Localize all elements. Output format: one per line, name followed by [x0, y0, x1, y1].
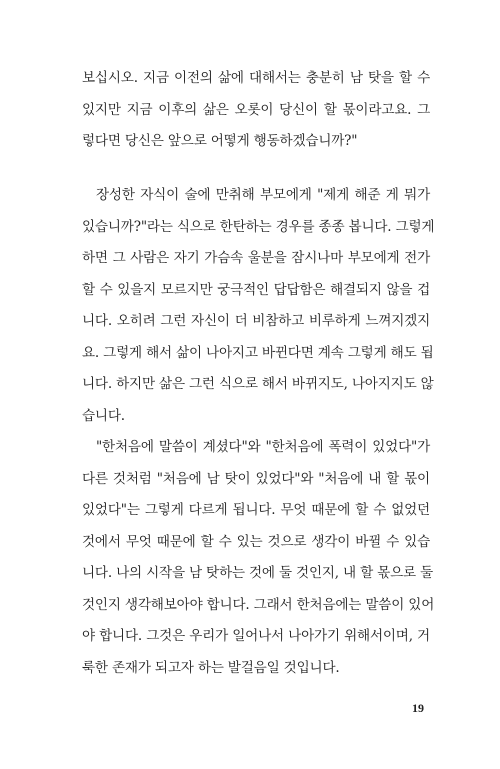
- text-line: 장성한 자식이 술에 만취해 부모에게 "제게 해준 게 뭐가: [96, 187, 430, 203]
- text-line: 야 합니다. 그것은 우리가 일어나서 나아가기 위해서이며, 거: [82, 628, 430, 644]
- paragraph: [82, 180, 435, 432]
- text-line: 것인지 생각해보아야 합니다. 그래서 한처음에는 말씀이 있어: [82, 596, 435, 613]
- text-line: 있지만 지금 이후의 삶은 오롯이 당신이 할 몫이라고요. 그: [82, 101, 430, 118]
- text-line: 있었다"는 그렇게 다르게 됩니다. 무엇 때문에 할 수 없었던: [82, 502, 430, 518]
- text-line: "한처음에 말씀이 계셨다"와 "한처음에 폭력이 있었다"가: [96, 439, 430, 455]
- text-line: 할 수 있을지 모르지만 궁극적인 답답함은 해결되지 않을 겁: [82, 281, 430, 298]
- text-line: 요. 그렇게 해서 삶이 나아지고 바뀐다면 계속 그렇게 해도 됩: [82, 344, 434, 361]
- text-line: 습니다.: [82, 407, 125, 424]
- text-line: 다른 것처럼 "처음에 남 탓이 있었다"와 "처음에 내 할 몫이: [82, 470, 430, 487]
- text-line: 니다. 오히려 그런 자신이 더 비참하고 비루하게 느껴지겠지: [82, 313, 430, 329]
- text-line: 보십시오. 지금 이전의 삶에 대해서는 충분히 남 탓을 할 수: [82, 70, 430, 86]
- text-line: 하면 그 사람은 자기 가슴속 울분을 잠시나마 부모에게 전가: [82, 250, 430, 266]
- body-text: [82, 180, 435, 684]
- text-line: 렇다면 당신은 앞으로 어떻게 행동하겠습니까?": [82, 133, 358, 149]
- page-number: 19: [412, 701, 424, 715]
- text-line: 있습니까?"라는 식으로 한탄하는 경우를 종종 봅니다. 그렇게: [82, 218, 435, 235]
- text-line: 니다. 나의 시작을 남 탓하는 것에 둘 것인지, 내 할 몫으로 둘: [82, 565, 433, 581]
- text-line: 룩한 존재가 되고자 하는 발걸음일 것입니다.: [82, 659, 340, 676]
- paragraph: [82, 432, 435, 684]
- text-line: 것에서 무엇 때문에 할 수 있는 것으로 생각이 바뀔 수 있습: [82, 533, 430, 550]
- text-line: 니다. 하지만 삶은 그런 식으로 해서 바뀌지도, 나아지지도 않: [82, 376, 434, 392]
- paragraph-continuation: [82, 63, 430, 158]
